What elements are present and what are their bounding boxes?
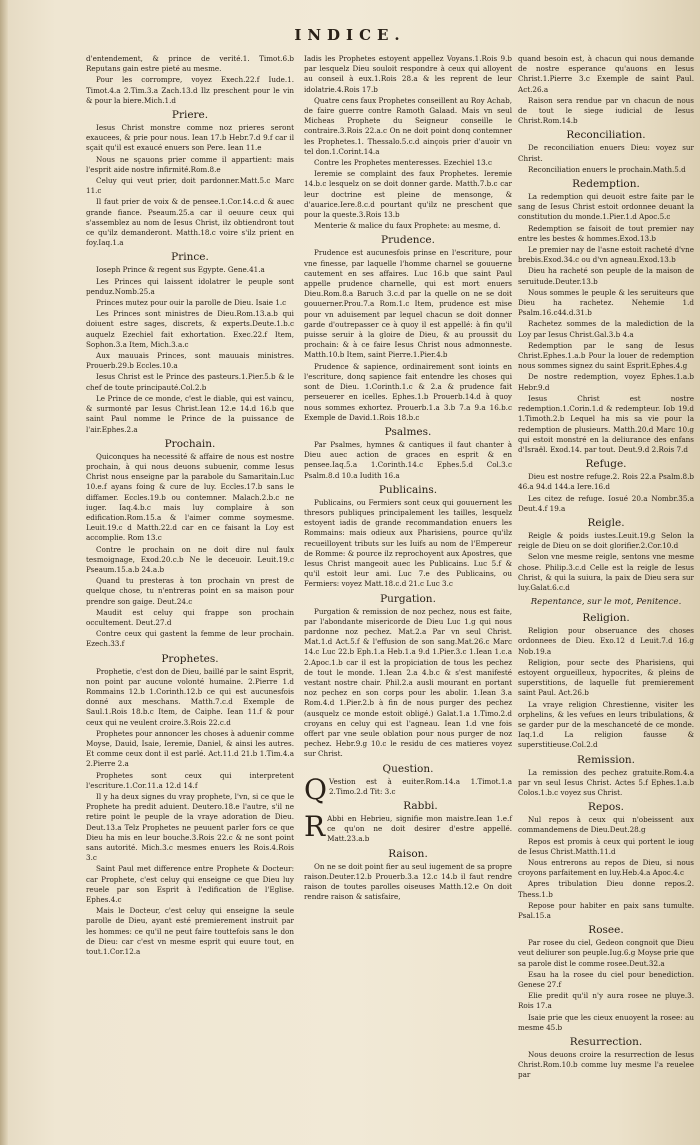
drop-cap-initial: R xyxy=(304,810,326,843)
index-entry xyxy=(304,810,512,845)
index-entry: Prophetie, c'est don de Dieu, baillé par le saint Esprit, non point par aucune volonté humaine. 2.Pierre 1.d Rommains 12.b 1.Corinth.12.b ce qui est aucunesfois donné aux meschans. Matth.7.c.d Exemple de Saul.1.Rois 18.b.c Item, de Caiphe. Iean 11.f & pour ceux qui ne veulent croire.3.Rois 22.c.d xyxy=(86,666,294,727)
index-heading: Rosee. xyxy=(588,924,624,937)
index-entry: Saint Paul met difference entre Prophete & Docteur: car Prophete, c'est celuy qui enseigne ce que Dieu luy reuele par son Esprit à l'edification de l'Eglise. Ephes.4.c xyxy=(86,864,294,905)
index-entry: Elie predit qu'il n'y aura rosee ne pluye.3. Rois 17.a xyxy=(518,991,694,1011)
index-entry: La remission des pechez gratuite.Rom.4.a par vn seul Iesus Christ. Actes 5.f Ephes.1.a.b Colos.1.b.c voyez sus Christ. xyxy=(518,767,694,797)
index-column-2 xyxy=(304,54,512,903)
index-entry: Iesus Christ monstre comme noz prieres seront exaucees, & prie pour nous. Iean 17.b Hebr.7.d 9.f car il sçait qu'il est exaucé enuers son Pere. Iean 11.e xyxy=(86,123,294,153)
entry-text: Abbi en Hebrieu, signifie mon maistre.Iean 1.e.f ce qu'on ne doit desirer d'estre appellé. Matt.23.a.b xyxy=(327,814,512,844)
index-entry: Les Princes sont ministres de Dieu.Rom.13.a.b qui doiuent estre sages, discrets, & experts.Deute.1.b.c auquelz Ezechiel fait exhortation. Exec.22.f Item, Sophon.3.a Item, Mich.3.a.c xyxy=(86,309,294,349)
index-entry: Par Psalmes, hymnes & cantiques il faut chanter à Dieu auec action de graces en esprit & en pensee.Iaq.5.a 1.Corinth.14.c Ephes.5.d Col.3.c Psalm.8.d 10.a Iudith 16.a xyxy=(304,439,512,480)
index-entry: On ne se doit point fier au seul iugement de sa propre raison.Deuter.12.b Prouerb.3.a 12.c 14.b il faut rendre raison de toutes parolles oiseuses Matth.12.e On doit rendre raison & satisfaire, xyxy=(304,861,512,902)
index-entry: Contre ceux qui gastent la femme de leur prochain. Ezech.33.f xyxy=(86,629,294,649)
index-heading: Prudence. xyxy=(381,234,435,247)
index-entry: Aux mauuais Princes, sont mauuais ministres. Prouerb.29.b Eccles.10.a xyxy=(86,351,294,371)
index-entry: Redemption par le sang de Iesus Christ.Ephes.1.a.b Pour la louer de redemption nous sommes signez du saint Esprit.Ephes.4.g xyxy=(518,340,694,371)
index-heading: Psalmes. xyxy=(384,425,432,438)
index-heading: Priere. xyxy=(171,109,209,122)
index-heading: Religion. xyxy=(582,612,630,625)
index-entry: Il faut prier de voix & de pensee.1.Cor.14.c.d & auec grande fiance. Pseaum.25.a car il oeuure ceux qui s'assemblez au nom de Iesus Christ, ilz obtiendront tout ce qu'ilz demanderont. Matth.18.c voire s'ilz prient en foy.Iaq.1.a xyxy=(86,197,294,248)
index-entry: La vraye religion Chrestienne, visiter les orphelins, & les vefues en leurs tribulations, & se garder pur de la meschanceté de ce monde. Iaq.1.d La religion fausse & superstitieuse.Col.2.d xyxy=(518,699,694,750)
index-heading: Prochain. xyxy=(164,437,216,450)
index-entry: Nous entrerons au repos de Dieu, si nous croyons parfaitement en luy.Heb.4.a Apoc.4.c xyxy=(518,858,694,878)
index-entry: Dieu ha racheté son peuple de la maison de seruitude.Deuter.13.b xyxy=(518,266,694,286)
index-entry: Il y ha deux signes du vray prophete, l'vn, si ce que le Prophete ha predit aduient. Deutero.18.e l'autre, s'il ne retire point le peuple de la vraye adoration de Dieu. Deut.13.a Telz Prophetes ne peuuent parler fors ce que Dieu ha mis en leur bouche.3.Rois 22.c & ne sont point sans autorité. Mich.3.c mesmes enuers les Rois.4.Rois 3.c xyxy=(86,792,294,863)
drop-cap-initial: Q xyxy=(304,772,327,806)
index-entry: Princes mutez pour ouir la parolle de Dieu. Isaie 1.c xyxy=(96,298,287,308)
binding-gutter xyxy=(0,0,8,1145)
index-entry: Iadis les Prophetes estoyent appellez Voyans.1.Rois 9.b par lesquelz Dieu souloit respondre à ceux qui alloyent au conseil à eux.1.Rois 28.a & les reprent de leur idolatrie.4.Rois 17.b xyxy=(304,54,512,94)
index-entry: quand besoin est, à chacun qui nous demande de nostre esperance qu'auons en Iesus Christ.1.Pierre 3.c Exemple de saint Paul. Act.26.a xyxy=(518,54,694,94)
index-heading: Refuge. xyxy=(585,458,627,471)
index-entry: Celuy qui veut prier, doit pardonner.Matt.5.c Marc 11.c xyxy=(86,176,294,196)
index-entry: Reconciliation enuers le prochain.Math.5.d xyxy=(528,164,686,174)
index-heading: Repos. xyxy=(588,801,624,814)
index-entry: d'entendement, & prince de verité.1. Timot.6.b Reputans gain estre pieté au mesme. xyxy=(86,54,294,74)
index-heading: Rabbi. xyxy=(403,800,438,812)
index-entry: Les citez de refuge. Iosué 20.a Nombr.35.a Deut.4.f 19.a xyxy=(518,493,694,513)
index-entry: Reigle & poids iustes.Leuit.19.g Selon la reigle de Dieu on se doit glorifier.2.Cor.10.d xyxy=(518,530,694,551)
index-entry: Nous ne sçauons prier comme il appartient: mais l'esprit aide nostre infirmité.Rom.8.e xyxy=(86,154,294,174)
index-entry: La redemption qui deuoit estre faite par le sang de Iesus Christ estoit ordonnee deuant la constitution du monde.1.Pier.1.d Apoc.5.c xyxy=(518,192,694,222)
index-entry: Purgation & remission de noz pechez, nous est faite, par l'abondante misericorde de Dieu Luc 1.g qui nous pardonne noz pechez. Mat.2.a Par vn seul Christ. Mat.1.d Act.5.f & l'effusion de son sang.Mat.26.c Marc 14.c Luc 22.b Eph.1.a Heb.1.a 9.d 1.Pier.3.c 1.Iean 1.c.a 2.Apoc.1.b car il est la propiciation de tous les pechez de tout le monde. 1.Iean 2.a 4.b.c & s'est manifesté vestant nostre chair. Phil.2.a ausli mourant en portant noz pechez en son corps pour les abolir. 1.Iean 3.a Rom.4.d 1.Pier.2.b à fin de nous purger des pechez (ausquelz ce monde estoit obligé.) Galat.1.a 1.Timo.2.d croyans en celuy qui est l'agneau. Iean 1.d vne fois offert par vne seule oblation pour nous purger de noz pechez. Hebr.9.g 10.c le residu de ces matieres voyez sur Christ. xyxy=(304,606,512,759)
index-entry: Contre le prochain on ne doit dire nul faulx tesmoignage, Exod.20.c.b Ne le deceuoir. Leuit.19.c Pseaum.15.a.b 24.a.b xyxy=(86,544,294,574)
index-entry: Iesus Christ est le Prince des pasteurs.1.Pier.5.b & le chef de toute principauté.Col.2.b xyxy=(86,372,294,392)
index-entry: Contre les Prophetes menteresses. Ezechiel 13.c xyxy=(314,158,492,168)
index-entry: Publicains, ou Fermiers sont ceux qui gouuernent les thresors publiques principalement les tailles, lesquelz estoyent iadis de grande recommandation enuers les Rommains: mais odieux aux Pharisiens, pource qu'ilz recueilloyent tributs sur les Iuifs au nom de l'Empereur de Romme: & pource ilz reprochoyent aux Apostres, que Iesus Christ mangeoit auec les Publicains. Luc 5.f & qu'il estoit leur ami. Luc 7.e des Publicains, ou Fermiers: voyez Matt.18.c.d 21.c Luc 3.c xyxy=(304,497,512,589)
index-entry: Nul repos à ceux qui n'obeissent aux commandemens de Dieu.Deut.28.g xyxy=(518,815,694,835)
index-entry: Ioseph Prince & regent sus Egypte. Gene.41.a xyxy=(96,265,265,275)
index-entry: Prophetes sont ceux qui interpretent l'escriture.1.Cor.11.a 12.d 14.f xyxy=(86,770,294,790)
index-entry: De nostre redemption, voyez Ephes.1.a.b Hebr.9.d xyxy=(518,372,694,392)
index-entry: Les Princes qui laissent idolatrer le peuple sont penduz.Nomb.25.a xyxy=(86,276,294,296)
index-entry: Rachetez sommes de la malediction de la Loy par Iesus Christ.Gal.3.b 4.a xyxy=(518,319,694,339)
index-entry: Raison sera rendue par vn chacun de nous de tout le siege iudicial de Iesus Christ.Rom.14.b xyxy=(518,95,694,126)
index-entry: Ieremie se complaint des faux Prophetes. Ieremie 14.b.c lesquelz on se doit donner garde. Matth.7.b.c car leur doctrine est pleine de mensonge, & d'auarice.Iere.8.c.d pourtant qu'ilz ne preschent que pour la queste.3.Rois 13.b xyxy=(304,169,512,220)
index-heading: Prophetes. xyxy=(161,652,219,665)
index-entry: Repos est promis à ceux qui portent le ioug de Iesus Christ.Matth.11.d xyxy=(518,836,694,856)
index-entry: Quiconques ha necessité & affaire de nous est nostre prochain, à qui nous deuons subuenir, comme Iesus Christ nous enseigne par la parabole du Samaritain.Luc 10.e.f ayans foing & cure de luy. Eccles.17.b sans le diffamer. Eccles.19.b ou contemner. Malach.2.b.c ne iuger. Iaq.4.b.c mais luy complaire à son edification.Rom.15.a & l'aimer comme soymesme. Leuit.19.c d Matth.22.d car en ce faisant la Loy est accomplie. Rom 13.c xyxy=(86,451,294,543)
index-heading: Remission. xyxy=(577,753,635,766)
index-entry: Nous sommes le peuple & les seruiteurs que Dieu ha rachetez. Nehemie 1.d Psalm.16.c44.d.31.b xyxy=(518,287,694,318)
index-entry: Maudit est celuy qui frappe son prochain occultement. Deut.27.d xyxy=(86,607,294,627)
index-heading: Reconciliation. xyxy=(566,129,646,142)
index-entry: Redemption se faisoit de tout premier nay entre les bestes & hommes.Exod.13.b xyxy=(518,223,694,243)
index-column-3 xyxy=(518,54,694,1082)
index-heading: Prince. xyxy=(171,251,209,264)
index-column-1 xyxy=(86,54,294,958)
index-entry: Isaie prie que les cieux enuoyent la rosee: au mesme 45.b xyxy=(518,1012,694,1032)
index-heading: Question. xyxy=(382,762,434,775)
index-entry: Le premier nay de l'asne estoit racheté d'vne brebis.Exod.34.c ou d'vn agneau.Exod.13.b xyxy=(518,245,694,265)
index-entry: Pour les corrompre, voyez Exech.22.f Iude.1. Timot.4.a 2.Tim.3.a Zach.13.d Ilz preschent pour le vin & pour la biere.Mich.1.d xyxy=(86,75,294,105)
index-entry: Par rosee du ciel, Gedeon congnoit que Dieu veut deliurer son peuple.Iug.6.g Moyse prie que sa parole dist le comme rosee.Deut.32.a xyxy=(518,938,694,968)
index-heading: Repentance, sur le mot, Penitence. xyxy=(530,597,682,608)
index-entry: Menterie & malice du faux Prophete: au mesme, d. xyxy=(314,221,501,231)
index-entry: Quand tu presteras à ton prochain vn prest de quelque chose, tu n'entreras point en sa maison pour prendre son gaige. Deut.24.c xyxy=(86,576,294,606)
index-heading: Resurrection. xyxy=(569,1036,643,1049)
index-entry: De reconciliation enuers Dieu: voyez sur Christ. xyxy=(518,143,694,163)
index-heading: Redemption. xyxy=(572,178,640,191)
index-entry: Dieu est nostre refuge.2. Rois 22.a Psalm.8.b 46.a 94.d 144.a Iere.16.d xyxy=(518,472,694,492)
index-entry: Quatre cens faux Prophetes conseillent au Roy Achab, de faire guerre contre Ramoth Galaad. Mais vn seul Micheas Prophete du Seigneur conseille le contraire.3.Rois 22.a.c On ne doit point donq contemner les Prophetes.1. Thessalo.5.c.d ainçois prier d'auoir vn tel don.1.Corint.14.a xyxy=(304,95,512,156)
running-header: INDICE. xyxy=(294,26,406,44)
index-entry: Repose pour habiter en paix sans tumulte. Psal.15.a xyxy=(518,900,694,921)
index-heading: Raison. xyxy=(388,847,428,860)
index-entry: Religion, pour secte des Pharisiens, qui estoyent orgueilleux, hypocrites, & pleins de superstitions, de laquelle fut premierement saint Paul. Act.26.b xyxy=(518,657,694,698)
index-entry: Prudence est aucunesfois prinse en l'escriture, pour vne finesse, par laquelle l'homme charnel se gouuerne cautement en ses affaires. Luc 16.b que saint Paul appelle prudence charnelle, qui est mort enuers Dieu.Rom.8.a Baruch 3.c.d par la quelle on ne se doit gouuerner.Prou.7.a Rom.1.c Item, prudence est mise pour vn aduisement par lequel chacun se doit donner garde d'outrepasser ce à quoy il est appellé: à fin qu'il puisse seruir à la gloire de Dieu, & au proussit du prochain: & à ce faire Iesus Christ nous admonneste. Matth.10.b Item, saint Pierre.1.Pier.4.b xyxy=(304,248,512,360)
index-entry: Religion pour obseruance des choses ordonnees de Dieu. Exo.12 d Leuit.7.d 16.g Nob.19.a xyxy=(518,626,694,656)
index-entry: Nous deuons croire la resurrection de Iesus Christ.Rom.10.b comme luy mesme l'a reuelee par xyxy=(518,1050,694,1080)
index-entry: Mais le Docteur, c'est celuy qui enseigne la seule parolle de Dieu, ayant esté premierement instruit par les hommes: ce qu'il ne peut faire touttefois sans le don de Dieu: car c'est vn mesme esprit qui euure tout, en tout.1.Cor.12.a xyxy=(86,906,294,957)
index-entry: Prophetes pour annoncer les choses à aduenir comme Moyse, Dauid, Isaie, Ieremie, Daniel, & ainsi les autres. Et comme ceux dont il est parlé. Act.11.d 21.b 1.Tim.4.a 2.Pierre 2.a xyxy=(86,728,294,769)
index-entry: Le Prince de ce monde, c'est le diable, qui est vaincu, & surmonté par Iesus Christ.Iean 12.e 14.d 16.b que saint Paul nomme le Prince de la puissance de l'air.Ephes.2.a xyxy=(86,393,294,434)
index-entry: Apres tribulation Dieu donne repos.2. Thess.1.b xyxy=(518,879,694,899)
index-entry: Prudence & sapience, ordinairement sont ioints en l'escriture, donq sapience fait entendre les choses qui sont de Dieu. 1.Corinth.1.c & 2.a & prudence fait perseuerer en icelles. Ephes.1.b Prouerb.14.d à quoy nous sommes exhortez. Prouerb.1.a 3.b 7.a 9.a 16.b.c Exemple de David.1.Rois 18.b.c xyxy=(304,361,512,422)
index-entry: Iesus Christ est nostre redemption.1.Corin.1.d & redempteur. Iob 19.d 1.Timoth.2.b Lequel ha mis sa vie pour la redemption de plusieurs. Matth.20.d Marc 10.g qui estoit monstré en la deliurance des enfans d'Israël. Exod.14. par tout. Deut.9.d 2.Rois 7.d xyxy=(518,393,694,454)
index-entry: Selon vne mesme reigle, sentons vne mesme chose. Philip.3.c.d Celle est la reigle de Iesus Christ, & qui la suiura, la paix de Dieu sera sur luy.Galat.6.c.d xyxy=(518,552,694,592)
index-heading: Reigle. xyxy=(587,516,625,529)
index-heading: Publicains. xyxy=(378,483,438,496)
index-heading: Purgation. xyxy=(380,592,436,605)
index-entry: Esau ha la rosee du ciel pour benediction. Genese 27.f xyxy=(518,969,694,990)
entry-text: Vestion est à euiter.Rom.14.a 1.Timot.1.a 2.Timo.2.d Tit: 3.c xyxy=(328,776,512,796)
